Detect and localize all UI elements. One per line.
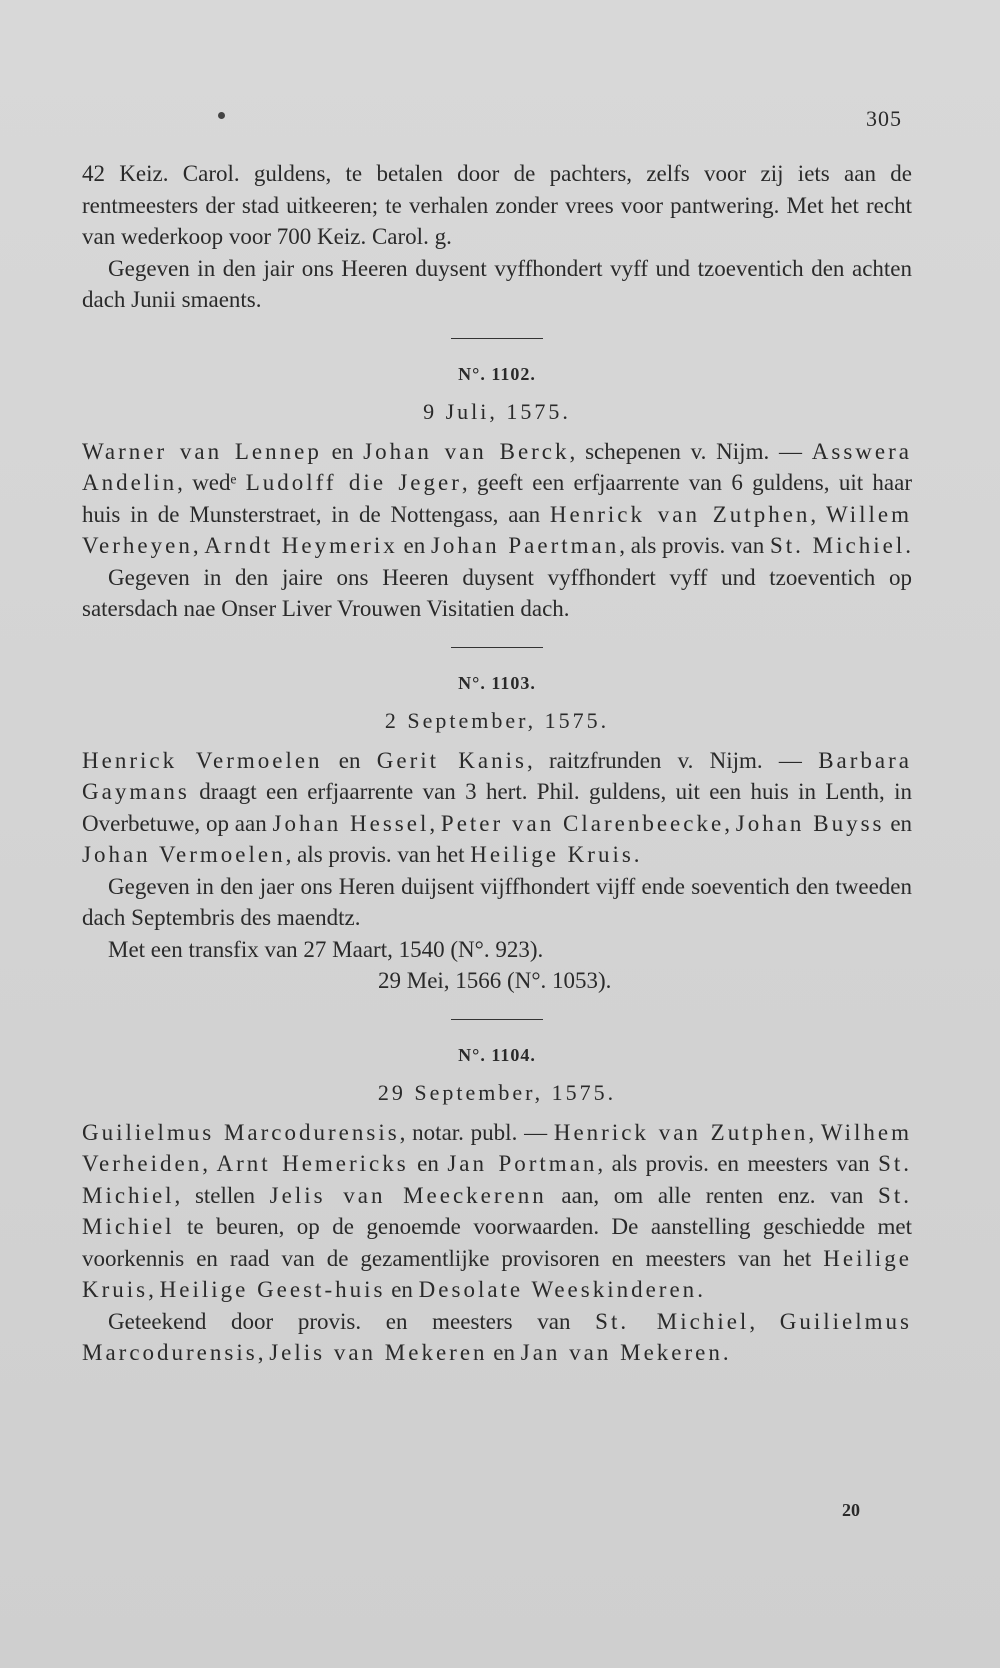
- entry-1102: [82, 359, 912, 625]
- entry-signed: [82, 1306, 912, 1369]
- text-run: ,: [192, 533, 205, 558]
- text-run: en: [408, 1151, 448, 1176]
- spaced-name: Jelis van Mekeren: [269, 1340, 488, 1365]
- spaced-name: Johan van Berck: [363, 438, 570, 464]
- text-run: , raitzfrunden v. Nijm. —: [526, 747, 819, 773]
- entry-date: 2 September, 1575.: [384, 708, 610, 733]
- text-run: ,: [257, 1340, 270, 1365]
- text-run: ,: [810, 501, 826, 527]
- spaced-name: Johan Vermoelen: [82, 842, 286, 867]
- spaced-name: Asswera Andelin: [82, 438, 912, 495]
- text-run: draagt een erfjaarrente van 3 hert. Phil. guldens, uit een huis in Lenth, in Overbetuwe, op aan: [82, 779, 912, 836]
- text-run: en: [385, 1277, 419, 1302]
- text-run: ,: [202, 1151, 217, 1176]
- spaced-name: Wilhem Verheiden: [82, 1119, 913, 1176]
- spaced-name: Guilielmus Marcodurensis: [82, 1308, 912, 1365]
- spaced-name: Johan Paertman: [430, 533, 620, 558]
- text-run: , geeft een erfjaarrente van 6 guldens, uit haar huis in de Munsterstraet, in de Nottengass, aan: [82, 470, 913, 527]
- folio-mark: 20: [842, 1500, 860, 1520]
- text-run: .: [722, 1340, 729, 1365]
- intro-text: 42 Keiz. Carol. guldens, te betalen door de pachters, zelfs voor zij iets aan de rentmeesters der stad uitkeeren; te verhalen zonder vrees voor pantwering. Met het recht van wederkoop voor 700 Keiz. Carol. g.: [82, 161, 912, 249]
- spaced-name: Heilige Kruis: [82, 1245, 912, 1302]
- spaced-name: St. Michiel: [595, 1308, 750, 1334]
- text-run: , notar. publ. —: [399, 1119, 554, 1145]
- entry-body: [82, 436, 912, 562]
- ink-dot: [218, 112, 225, 119]
- text-run: .: [633, 842, 640, 867]
- text-run: .: [905, 533, 911, 558]
- page-number: 305: [866, 106, 902, 131]
- entry-date: 9 Juli, 1575.: [423, 399, 571, 424]
- spaced-name: Heilige Kruis: [470, 842, 634, 867]
- spaced-name: Henrick van Zutphen: [549, 501, 811, 527]
- text-run: en: [884, 810, 913, 836]
- spaced-name: Arnt Hemericks: [216, 1151, 409, 1176]
- spaced-name: Jelis van Meeckerenn: [269, 1182, 547, 1208]
- spaced-name: Guilielmus Marcodurensis: [82, 1119, 400, 1145]
- text-run: en: [322, 747, 377, 773]
- text-run: en: [487, 1340, 521, 1365]
- entry-body: [82, 1117, 912, 1306]
- text-run: ,: [429, 810, 441, 836]
- spaced-name: Jan Portman: [447, 1151, 598, 1176]
- text-run: ,: [724, 810, 736, 836]
- text-run: aan, om alle renten enz. van: [546, 1182, 879, 1208]
- spaced-name: Heilige Geest-huis: [159, 1277, 386, 1302]
- entry-transfix: 29 Mei, 1566 (N°. 1053).: [378, 968, 612, 993]
- spaced-name: St. Michiel: [82, 1182, 912, 1239]
- text-run: , als provis. en meesters van: [597, 1151, 879, 1176]
- spaced-name: Arndt Heymerix: [204, 533, 398, 558]
- text-run: .: [697, 1277, 703, 1302]
- text-run: ,: [808, 1119, 821, 1145]
- text-run: ,: [749, 1308, 780, 1334]
- entry-1103: [82, 668, 912, 997]
- text-run: ,: [148, 1277, 160, 1302]
- spaced-name: Warner van Lennep: [82, 438, 322, 464]
- entry-number: N°. 1103.: [458, 672, 536, 693]
- intro-given: Gegeven in den jair ons Heeren duysent vyffhondert vyff und tzoeventich den achten dach Junii smaents.: [82, 255, 912, 312]
- spaced-name: Johan Hessel: [272, 810, 430, 836]
- text-run: , schepenen v. Nijm. —: [569, 438, 812, 464]
- spaced-name: Gerit Kanis: [376, 747, 527, 773]
- spaced-name: Barbara Gaymans: [82, 747, 912, 804]
- spaced-name: Jan van Mekeren: [520, 1340, 723, 1365]
- entry-body: [82, 745, 912, 871]
- text-run: te beuren, op de genoemde voorwaarden. De aanstelling geschiedde met voorkennis en raad van de gezamentlijke provisoren en meesters van het: [82, 1214, 912, 1271]
- entry-transfix: Met een transfix van 27 Maart, 1540 (N°. 923).: [108, 936, 544, 962]
- entry-number: N°. 1102.: [458, 363, 536, 384]
- section-divider: [451, 647, 543, 648]
- entry-given: Gegeven in den jaire ons Heeren duysent vyffhondert vyff und tzoeventich op satersdach nae Onser Liver Vrouwen Visitatien dach.: [82, 564, 912, 621]
- page-content: [82, 158, 912, 1369]
- entry-1104: [82, 1040, 912, 1369]
- entry-number: N°. 1104.: [458, 1044, 536, 1065]
- spaced-name: Henrick van Zutphen: [553, 1119, 809, 1145]
- spaced-name: Johan Buyss: [735, 810, 885, 836]
- spaced-name: Willem Verheyen: [82, 501, 913, 558]
- text-run: en: [321, 438, 364, 464]
- text-run: Geteekend door provis. en meesters van: [108, 1308, 596, 1334]
- text-run: , stellen: [174, 1182, 270, 1208]
- spaced-name: St. Michiel: [82, 1151, 913, 1208]
- text-run: , als provis. van het: [285, 842, 471, 867]
- entry-given: Gegeven in den jaer ons Heren duijsent vijffhondert vijff ende soeventich den tweeden dach Septembris des maendtz.: [82, 873, 912, 930]
- spaced-name: St. Michiel: [770, 533, 906, 558]
- text-run: , als provis. van: [619, 533, 770, 558]
- spaced-name: Ludolff die Jeger: [245, 470, 462, 495]
- section-divider: [451, 1019, 543, 1020]
- spaced-name: Peter van Clarenbeecke: [440, 810, 725, 836]
- spaced-name: Desolate Weeskinderen: [418, 1277, 698, 1302]
- text-run: en: [397, 533, 431, 558]
- spaced-name: Henrick Vermoelen: [82, 747, 323, 773]
- entry-date: 29 September, 1575.: [377, 1080, 617, 1105]
- text-run: , wedᵉ: [177, 470, 246, 495]
- section-divider: [451, 338, 543, 339]
